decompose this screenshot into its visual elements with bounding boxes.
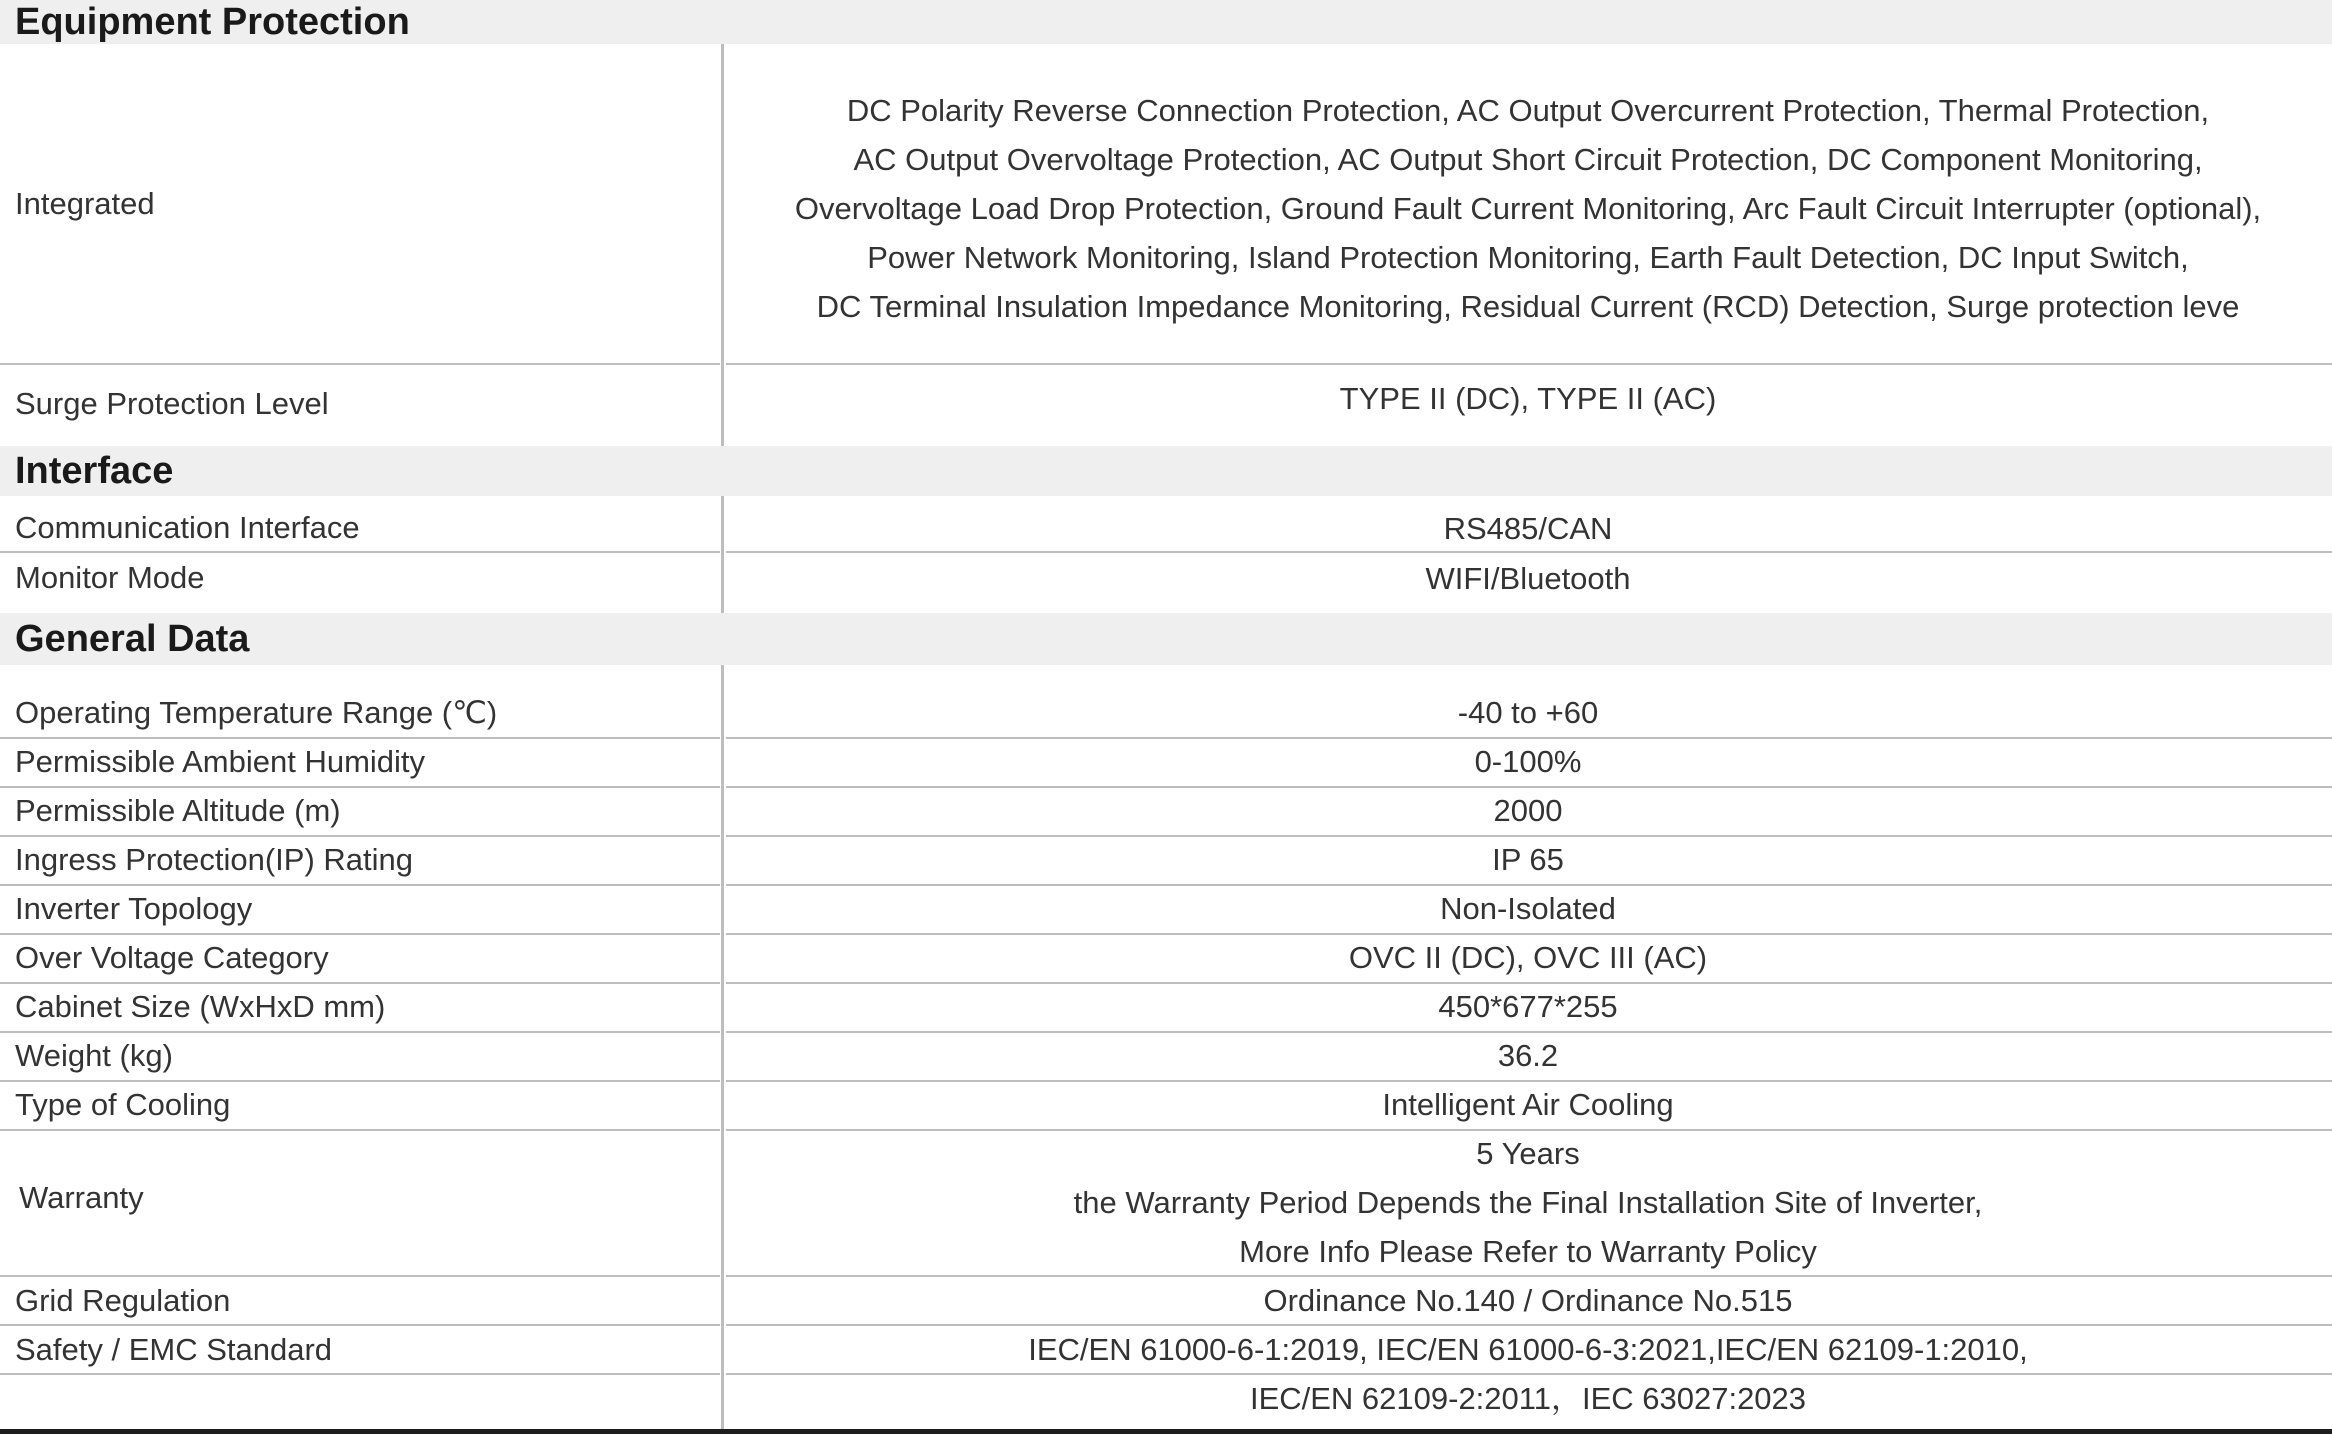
table-row-safety-emc-standard: [0, 1325, 2332, 1374]
row-label: Operating Temperature Range (℃): [15, 694, 498, 730]
value-line: Overvoltage Load Drop Protection, Ground Fault Current Monitoring, Arc Fault Circuit Interrupter (optional),: [794, 190, 2262, 226]
row-value: [724, 1325, 2332, 1374]
section-header-general-data: [0, 613, 2332, 665]
row-value: [724, 553, 2332, 603]
table-row-communication-interface: [0, 503, 2332, 553]
value-line: 450*677*255: [1438, 989, 1618, 1024]
row-label: Weight (kg): [15, 1037, 173, 1073]
section-header-interface: [0, 446, 2332, 496]
row-label: Permissible Ambient Humidity: [15, 743, 426, 779]
table-row-monitor-mode: [0, 553, 2332, 603]
row-value: [724, 1080, 2332, 1129]
section-title: Equipment Protection: [15, 0, 410, 43]
value-line: the Warranty Period Depends the Final Installation Site of Inverter,: [1073, 1185, 1983, 1220]
row-label: Permissible Altitude (m): [15, 792, 341, 828]
row-value: [724, 786, 2332, 835]
value-line: IP 65: [1492, 842, 1564, 877]
value-line: 36.2: [1497, 1038, 1559, 1073]
row-label: Integrated: [15, 186, 155, 221]
row-value: [724, 44, 2332, 364]
value-line: Power Network Monitoring, Island Protection Monitoring, Earth Fault Detection, DC Input Switch,: [867, 239, 2189, 275]
value-line: IEC/EN 61000-6-1:2019, IEC/EN 61000-6-3:2021,IEC/EN 62109-1:2010,: [1028, 1332, 2028, 1367]
table-row-type-of-cooling: [0, 1080, 2332, 1129]
table-row-weight: [0, 1031, 2332, 1080]
value-line: More Info Please Refer to Warranty Policy: [1239, 1234, 1817, 1269]
table-row-over-voltage-category: [0, 933, 2332, 982]
table-row-surge-protection-level: [0, 365, 2332, 446]
value-line: -40 to +60: [1457, 695, 1599, 730]
row-label: Communication Interface: [15, 510, 360, 545]
value-line: DC Polarity Reverse Connection Protection, AC Output Overcurrent Protection, Thermal Protection,: [846, 92, 2210, 128]
value-line: WIFI/Bluetooth: [1425, 560, 1631, 596]
value-line: Intelligent Air Cooling: [1382, 1087, 1674, 1122]
value-line: TYPE II (DC), TYPE II (AC): [1339, 381, 1717, 416]
table-row-altitude: [0, 786, 2332, 835]
section-title: Interface: [15, 449, 174, 492]
row-label: Over Voltage Category: [15, 939, 329, 975]
row-value: [724, 1031, 2332, 1080]
table-row-ip-rating: [0, 835, 2332, 884]
row-value: [724, 982, 2332, 1031]
row-value: [724, 884, 2332, 933]
row-value: [724, 737, 2332, 786]
value-line: RS485/CAN: [1443, 510, 1613, 546]
row-label: Inverter Topology: [15, 890, 253, 926]
section-header-equipment-protection: [0, 0, 2332, 44]
row-value: [724, 365, 2332, 446]
table-row-warranty: [0, 1129, 2332, 1276]
value-line: 0-100%: [1474, 744, 1582, 779]
table-row-inverter-topology: [0, 884, 2332, 933]
value-line: IEC/EN 62109-2:2011，IEC 63027:2023: [1249, 1381, 1807, 1416]
table-row-cabinet-size: [0, 982, 2332, 1031]
value-line: Ordinance No.140 / Ordinance No.515: [1263, 1283, 1793, 1318]
row-value: [724, 1374, 2332, 1423]
value-line: Non-Isolated: [1440, 891, 1616, 926]
row-label: Cabinet Size (WxHxD mm): [15, 988, 386, 1024]
row-value: [724, 933, 2332, 982]
table-row-grid-regulation: [0, 1276, 2332, 1325]
row-label: Ingress Protection(IP) Rating: [15, 841, 414, 877]
row-value: [724, 835, 2332, 884]
row-label: Warranty: [19, 1179, 144, 1215]
value-line: 2000: [1493, 793, 1563, 828]
table-row-safety-emc-standard-continued: [0, 1374, 2332, 1423]
table-row-integrated: [0, 44, 2332, 364]
row-value: [724, 1276, 2332, 1325]
value-line: 5 Years: [1476, 1136, 1580, 1171]
row-label: Monitor Mode: [15, 560, 205, 595]
row-label: Surge Protection Level: [15, 385, 329, 421]
value-line: AC Output Overvoltage Protection, AC Output Short Circuit Protection, DC Component Monitoring,: [853, 141, 2203, 177]
table-bottom-rule: [0, 1429, 2332, 1434]
row-label: Safety / EMC Standard: [15, 1331, 333, 1367]
value-line: OVC II (DC), OVC III (AC): [1348, 940, 1708, 975]
value-line: DC Terminal Insulation Impedance Monitoring, Residual Current (RCD) Detection, Surge protection leve: [816, 288, 2240, 324]
row-value: [724, 503, 2332, 553]
section-title: General Data: [15, 617, 250, 660]
row-label: Type of Cooling: [15, 1086, 231, 1122]
row-value: [724, 1129, 2332, 1276]
row-value: [724, 688, 2332, 737]
row-label: Grid Regulation: [15, 1282, 231, 1318]
table-row-ambient-humidity: [0, 737, 2332, 786]
table-row-operating-temperature: [0, 688, 2332, 737]
